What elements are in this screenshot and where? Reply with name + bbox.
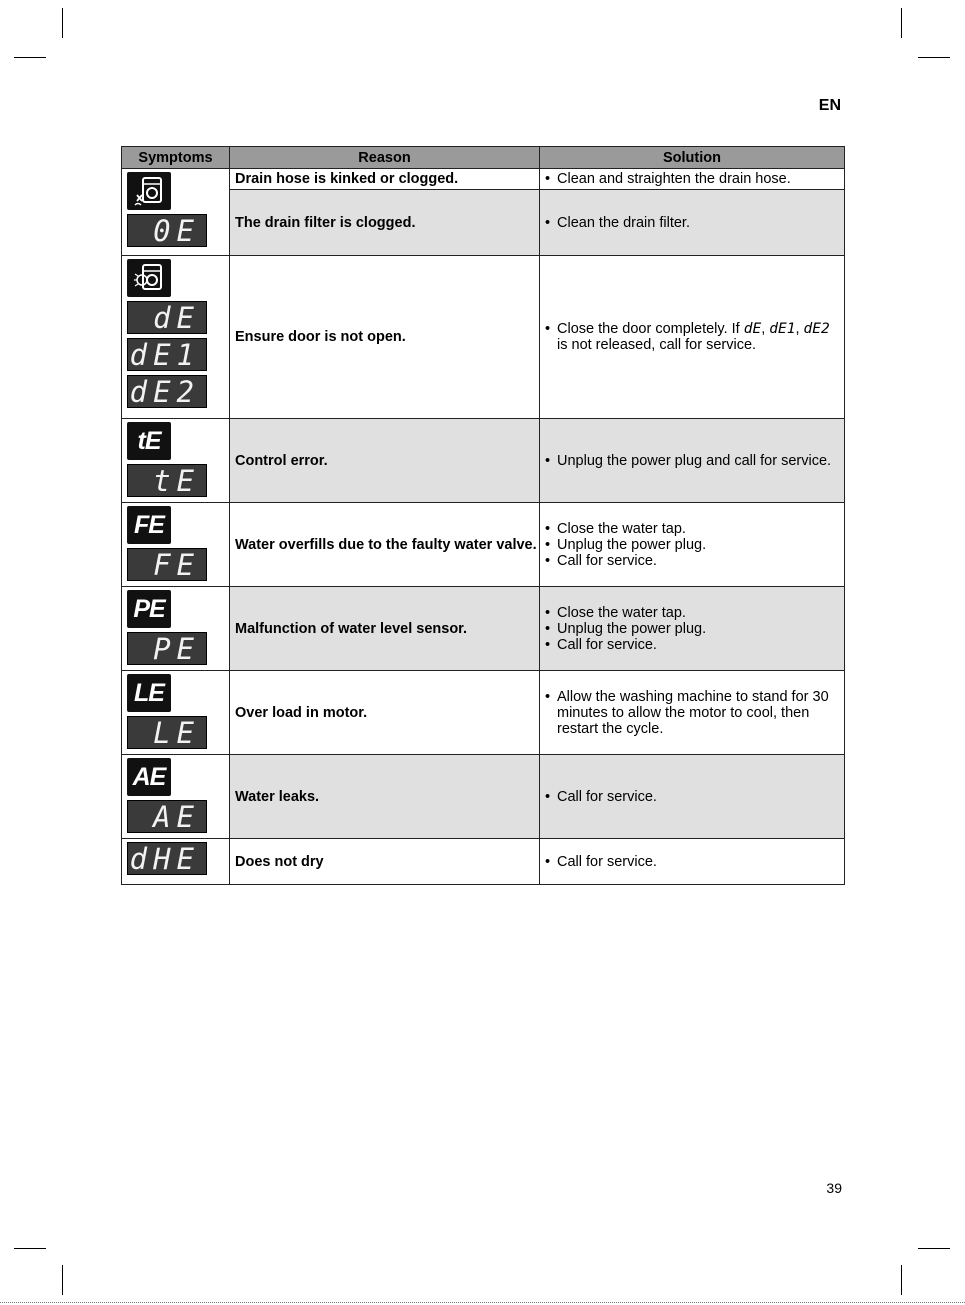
solution-item: • Unplug the power plug and call for service. — [545, 453, 844, 469]
te-icon: tE — [127, 422, 171, 460]
crop-mark — [14, 57, 46, 58]
solution-cell — [540, 587, 845, 671]
crop-mark — [62, 1265, 63, 1295]
solution-item: • Close the water tap. — [545, 521, 844, 537]
separator: , — [761, 321, 770, 337]
solution-item: • Call for service. — [545, 854, 844, 870]
display-code: dE1 — [127, 338, 207, 371]
solution-item: • Unplug the power plug. — [545, 621, 844, 637]
trim-line — [0, 1302, 965, 1303]
reason-cell: Water leaks. — [230, 755, 540, 839]
solution-cell — [540, 169, 845, 190]
symptom-dhe — [122, 839, 230, 885]
reason-cell: Does not dry — [230, 839, 540, 885]
reason-cell: Malfunction of water level sensor. — [230, 587, 540, 671]
display-code: PE — [127, 632, 207, 665]
ae-icon: AE — [127, 758, 171, 796]
reason-cell: Control error. — [230, 419, 540, 503]
table-row — [122, 671, 845, 755]
inline-code: dE1 — [769, 321, 796, 337]
symptom-le — [122, 671, 230, 755]
solution-text: Close the door completely. If — [557, 321, 744, 337]
troubleshooting-table — [121, 146, 845, 885]
table-row — [122, 503, 845, 587]
solution-text: is not released, call for service. — [557, 337, 757, 353]
table-row — [122, 587, 845, 671]
washer-door-icon — [127, 259, 171, 297]
table-row — [122, 755, 845, 839]
solution-item: • Call for service. — [545, 637, 844, 653]
language-label: EN — [818, 97, 841, 114]
solution-item: • Clean the drain filter. — [545, 215, 844, 231]
solution-cell — [540, 755, 845, 839]
display-code: FE — [127, 548, 207, 581]
solution-item — [545, 321, 844, 353]
display-code: dE2 — [127, 375, 207, 408]
display-code: dHE — [127, 842, 207, 875]
crop-mark — [62, 8, 63, 38]
inline-code: dE — [743, 321, 762, 337]
pe-icon: PE — [127, 590, 171, 628]
solution-item: • Allow the washing machine to stand for 30 minutes to allow the motor to cool, then restart the cycle. — [545, 689, 844, 737]
crop-mark — [901, 8, 902, 38]
solution-cell — [540, 419, 845, 503]
reason-cell: The drain filter is clogged. — [230, 190, 540, 256]
display-code: 0E — [127, 214, 207, 247]
crop-mark — [14, 1248, 46, 1249]
solution-cell — [540, 256, 845, 419]
symptom-ae — [122, 755, 230, 839]
display-code: AE — [127, 800, 207, 833]
fe-icon: FE — [127, 506, 171, 544]
reason-cell: Ensure door is not open. — [230, 256, 540, 419]
le-icon: LE — [127, 674, 171, 712]
solution-cell — [540, 839, 845, 885]
header-solution: Solution — [540, 147, 845, 169]
header-reason: Reason — [230, 147, 540, 169]
solution-item: • Unplug the power plug. — [545, 537, 844, 553]
symptom-te — [122, 419, 230, 503]
reason-cell: Over load in motor. — [230, 671, 540, 755]
crop-mark — [918, 57, 950, 58]
inline-code: dE2 — [803, 321, 830, 337]
solution-item: • Call for service. — [545, 789, 844, 805]
symptom-fe — [122, 503, 230, 587]
reason-cell: Water overfills due to the faulty water valve. — [230, 503, 540, 587]
symptom-pe — [122, 587, 230, 671]
table-row — [122, 839, 845, 885]
crop-mark — [918, 1248, 950, 1249]
solution-item: • Close the water tap. — [545, 605, 844, 621]
solution-item: • Clean and straighten the drain hose. — [545, 171, 844, 187]
display-code: dE — [127, 301, 207, 334]
reason-cell: Drain hose is kinked or clogged. — [230, 169, 540, 190]
symptom-drain — [122, 169, 230, 256]
table-row — [122, 419, 845, 503]
solution-cell — [540, 503, 845, 587]
washer-drain-icon — [127, 172, 171, 210]
table-row — [122, 169, 845, 190]
table-row — [122, 256, 845, 419]
crop-mark — [901, 1265, 902, 1295]
display-code: tE — [127, 464, 207, 497]
solution-cell — [540, 190, 845, 256]
table-header-row — [122, 147, 845, 169]
symptom-door — [122, 256, 230, 419]
solution-cell — [540, 671, 845, 755]
table-row — [122, 190, 845, 256]
solution-item: • Call for service. — [545, 553, 844, 569]
separator: , — [795, 321, 804, 337]
header-symptoms: Symptoms — [122, 147, 230, 169]
display-code: LE — [127, 716, 207, 749]
page-number: 39 — [826, 1180, 842, 1196]
